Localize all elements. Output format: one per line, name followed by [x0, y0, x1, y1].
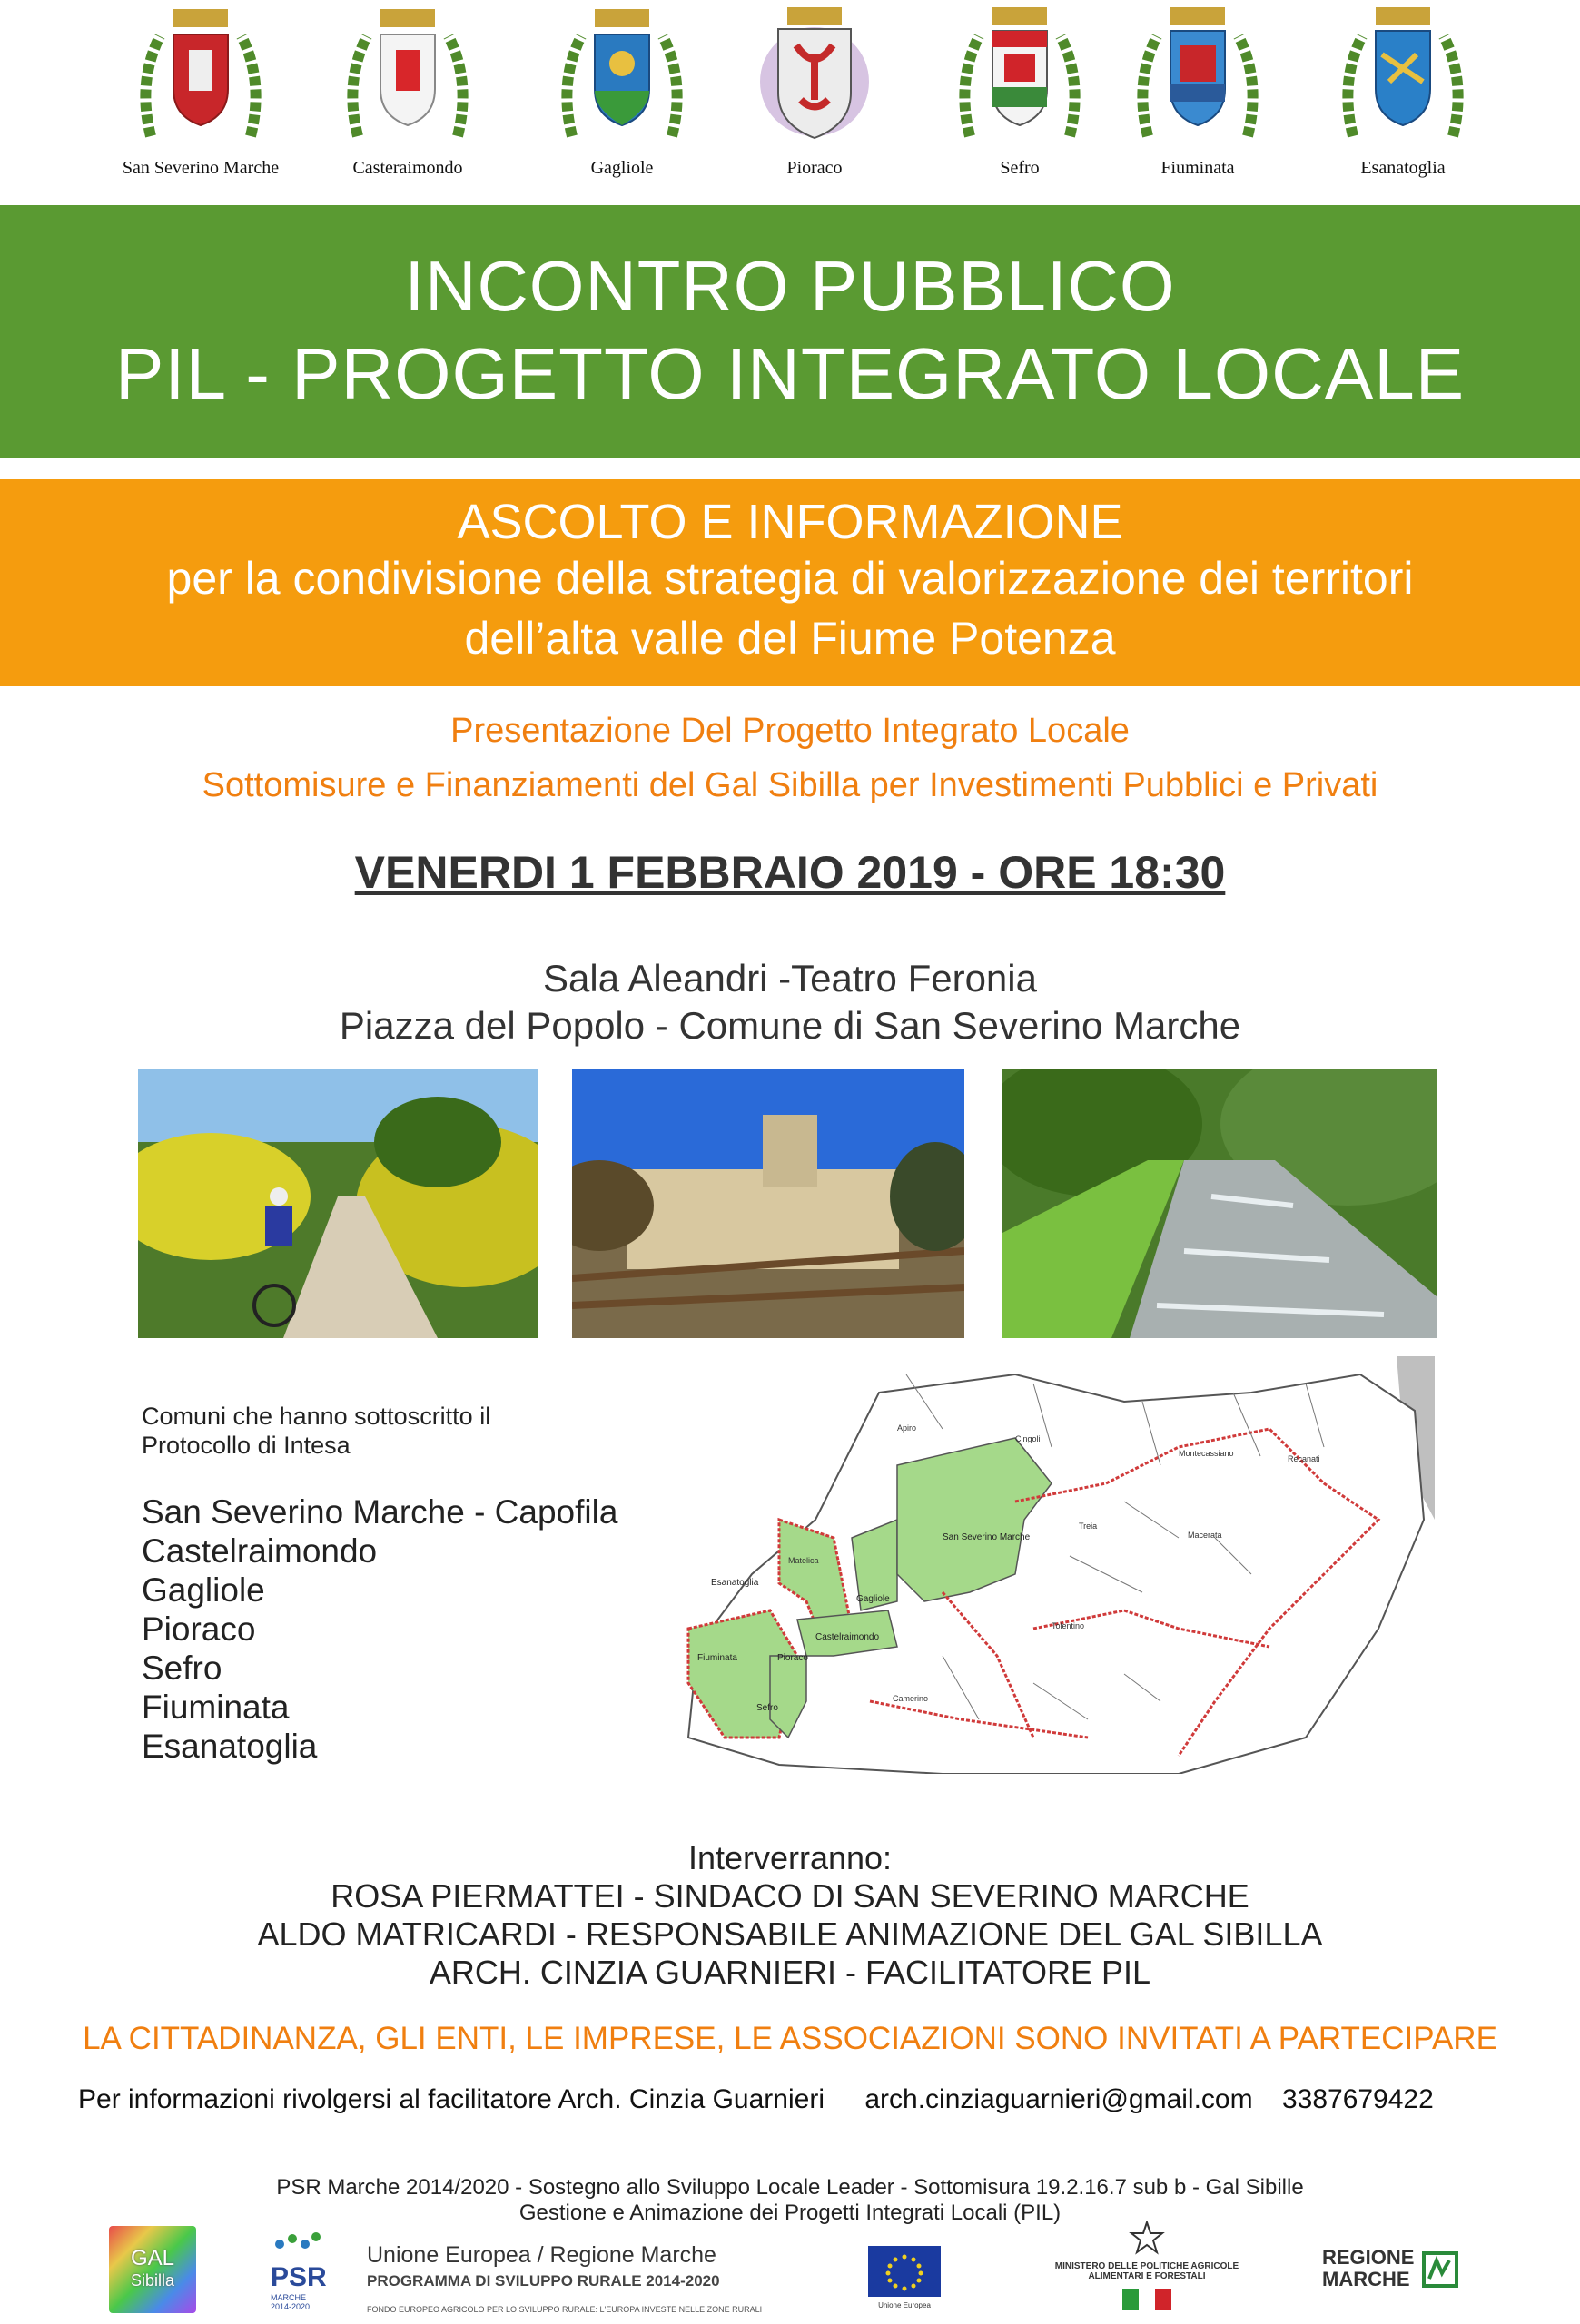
republic-emblem-icon — [1129, 2221, 1165, 2255]
crest-lobster-icon — [746, 0, 883, 154]
map-label: Recanati — [1288, 1454, 1320, 1463]
list-item: Castelraimondo — [142, 1532, 378, 1570]
italy-flag-icon — [1122, 2289, 1171, 2310]
ministry-line: MINISTERO DELLE POLITICHE AGRICOLE — [1054, 2261, 1239, 2271]
map-label: Apiro — [897, 1423, 917, 1433]
church-photo — [572, 1069, 964, 1338]
crest-castelraimondo — [321, 0, 494, 191]
ue-regione-logo — [367, 2242, 785, 2320]
info-banner — [0, 479, 1580, 686]
gal-logo-text: GAL — [130, 2246, 175, 2270]
header-band — [0, 205, 1580, 458]
list-item: Esanatoglia — [142, 1728, 318, 1765]
ue-line: Unione Europea / Regione Marche — [367, 2242, 716, 2268]
crest-gagliole — [536, 0, 708, 191]
psr-label: MARCHE — [271, 2293, 307, 2302]
presentation-line: Presentazione Del Progetto Integrato Locale — [450, 712, 1130, 750]
speakers-heading: Interverranno: — [687, 1839, 893, 1876]
map-label: Tolentino — [1052, 1621, 1085, 1630]
map-label: Castelraimondo — [815, 1632, 880, 1642]
crest-castle-icon — [1130, 0, 1266, 154]
map-label: Treia — [1079, 1521, 1098, 1531]
invitation-line: LA CITTADINANZA, GLI ENTI, LE IMPRESE, LE ASSOCIAZIONI SONO INVITATI A PARTECIPARE — [83, 2021, 1497, 2056]
map-label: Macerata — [1188, 1531, 1222, 1540]
speaker-line: ARCH. CINZIA GUARNIERI - FACILITATORE PIL — [429, 1954, 1151, 1991]
map-label: Sefro — [756, 1703, 778, 1713]
map-label: Esanatoglia — [711, 1578, 759, 1588]
regione-marche-logo — [1322, 2246, 1467, 2300]
gal-logo-text: Sibilla — [130, 2271, 175, 2290]
map-label: Cingoli — [1015, 1434, 1041, 1443]
crest-label: Fiuminata — [1160, 158, 1235, 178]
banner-line: per la condivisione della strategia di valorizzazione dei territori — [166, 553, 1414, 604]
list-item: San Severino Marche - Capofila — [142, 1493, 618, 1531]
psr-dots-icon — [271, 2226, 325, 2262]
speaker-line: ALDO MATRICARDI - RESPONSABILE ANIMAZIONE DEL GAL SIBILLA — [257, 1915, 1323, 1953]
crest-label: San Severino Marche — [122, 158, 280, 178]
comuni-heading — [142, 1402, 490, 1461]
crest-bird-icon — [1335, 0, 1471, 154]
crest-pioraco — [728, 0, 901, 191]
funding-line: Sottomisure e Finanziamenti del Gal Sibilla per Investimenti Pubblici e Privati — [202, 766, 1378, 804]
eu-flag-logo — [868, 2246, 941, 2311]
venue-name: Sala Aleandri -Teatro Feronia — [543, 957, 1037, 1000]
crest-rooster-icon — [554, 0, 690, 154]
river-photo — [1002, 1069, 1437, 1338]
comuni-heading-line: Comuni che hanno sottoscritto il — [142, 1403, 491, 1430]
banner-heading: ASCOLTO E INFORMAZIONE — [457, 495, 1123, 549]
psr-logo — [243, 2226, 352, 2313]
eu-caption: Unione Europea — [878, 2301, 931, 2309]
header-title: INCONTRO PUBBLICO — [404, 246, 1176, 326]
map-label: Gagliole — [856, 1594, 890, 1604]
crest-label: Sefro — [1000, 158, 1040, 178]
crest-esanatoglia — [1317, 0, 1489, 191]
map-label: Camerino — [893, 1694, 929, 1703]
list-item: Sefro — [142, 1649, 222, 1687]
territory-map — [670, 1356, 1435, 1774]
banner-line: dell’alta valle del Fiume Potenza — [464, 613, 1116, 664]
cyclist-photo — [138, 1069, 538, 1338]
ministry-line: ALIMENTARI E FORESTALI — [1088, 2271, 1206, 2281]
psr-label: PSR — [271, 2262, 327, 2292]
crest-fiuminata — [1111, 0, 1284, 191]
regione-text: REGIONE — [1322, 2246, 1415, 2269]
footnote-line: Gestione e Animazione dei Progetti Integrati Locali (PIL) — [518, 2201, 1062, 2225]
ministry-logo — [1015, 2221, 1279, 2320]
map-label: Pioraco — [777, 1653, 808, 1663]
contact-phone[interactable]: 3387679422 — [1281, 2084, 1434, 2114]
list-item: Fiuminata — [142, 1689, 290, 1726]
speaker-line: ROSA PIERMATTEI - SINDACO DI SAN SEVERINO MARCHE — [331, 1877, 1249, 1915]
crest-label: Pioraco — [786, 158, 843, 178]
regione-text: MARCHE — [1322, 2268, 1410, 2290]
header-subtitle: PIL - PROGETTO INTEGRATO LOCALE — [114, 333, 1466, 414]
contact-info — [78, 2084, 1434, 2115]
map-label: Matelica — [788, 1556, 819, 1565]
map-label: Fiuminata — [697, 1653, 737, 1663]
event-date: VENERDI 1 FEBBRAIO 2019 - ORE 18:30 — [354, 847, 1226, 898]
regione-mark-icon — [1422, 2251, 1458, 2288]
crest-cross-icon — [952, 0, 1088, 154]
crest-tower-icon — [340, 0, 476, 154]
ue-line: PROGRAMMA DI SVILUPPO RURALE 2014-2020 — [367, 2272, 720, 2290]
crest-label: Casteraimondo — [352, 158, 463, 178]
map-label: Montecassiano — [1179, 1449, 1234, 1458]
contact-label: Per informazioni rivolgersi al facilitatore Arch. Cinzia Guarnieri — [78, 2084, 825, 2114]
crest-tower-icon — [133, 0, 269, 154]
ue-line: FONDO EUROPEO AGRICOLO PER LO SVILUPPO RURALE: L'EUROPA INVESTE NELLE ZONE RURALI — [367, 2305, 763, 2314]
list-item: Pioraco — [142, 1610, 256, 1648]
gal-sibilla-logo — [109, 2226, 196, 2313]
crest-san-severino — [114, 0, 287, 191]
eu-flag-icon — [868, 2246, 941, 2297]
crest-label: Gagliole — [590, 158, 654, 178]
list-item: Gagliole — [142, 1571, 265, 1609]
footnote-line: PSR Marche 2014/2020 - Sostegno allo Sviluppo Locale Leader - Sottomisura 19.2.16.7 sub b - Gal Sibille — [276, 2175, 1304, 2200]
crest-sefro — [933, 0, 1106, 191]
map-label: San Severino Marche — [943, 1532, 1031, 1542]
venue-address: Piazza del Popolo - Comune di San Severino Marche — [339, 1004, 1241, 1047]
contact-email[interactable]: arch.cinziaguarnieri@gmail.com — [864, 2084, 1253, 2114]
crest-label: Esanatoglia — [1360, 158, 1446, 178]
comuni-heading-line: Protocollo di Intesa — [142, 1432, 351, 1460]
comuni-list — [142, 1492, 617, 1766]
psr-label: 2014-2020 — [271, 2302, 311, 2311]
